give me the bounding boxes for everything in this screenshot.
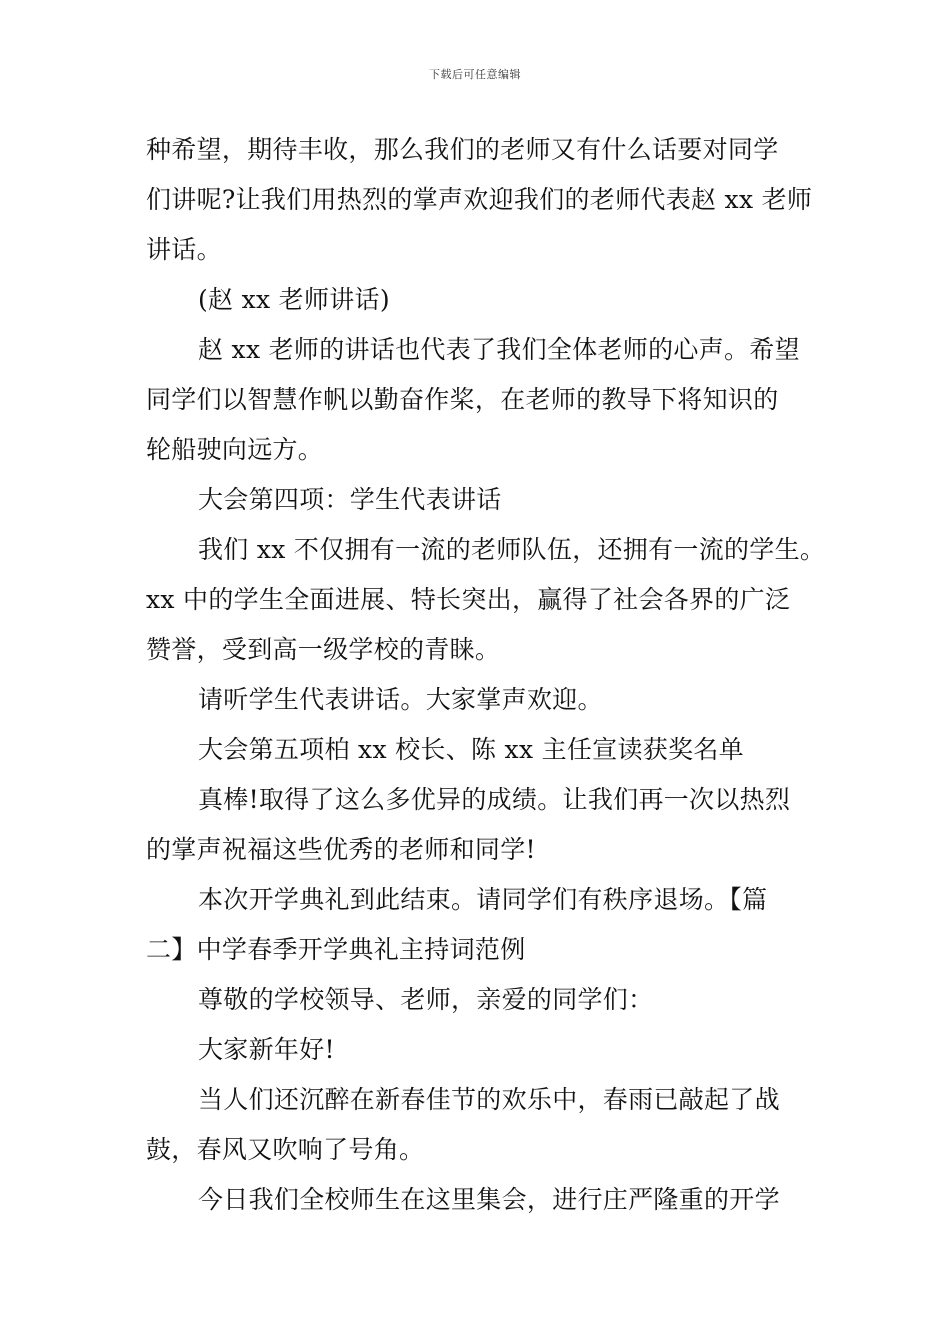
text-line-11: 赞誉，受到高一级学校的青睐。 xyxy=(146,635,501,664)
text-line-10: xx 中的学生全面进展、特长突出，赢得了社会各界的广泛 xyxy=(146,585,791,614)
text-line-7: 轮船驶向远方。 xyxy=(146,435,324,464)
text-line-18: 尊敬的学校领导、老师，亲爱的同学们： xyxy=(198,985,654,1014)
text-line-17: 二】中学春季开学典礼主持词范例 xyxy=(146,935,526,964)
text-line-21: 鼓，春风又吹响了号角。 xyxy=(146,1135,425,1164)
text-line-14: 真棒!取得了这么多优异的成绩。让我们再一次以热烈 xyxy=(198,785,791,814)
document-body xyxy=(146,125,826,1225)
text-line-12: 请听学生代表讲话。大家掌声欢迎。 xyxy=(198,685,603,714)
text-line-16: 本次开学典礼到此结束。请同学们有秩序退场。【篇 xyxy=(198,885,768,914)
text-line-22: 今日我们全校师生在这里集会，进行庄严隆重的开学 xyxy=(198,1185,780,1214)
text-line-2: 们讲呢?让我们用热烈的掌声欢迎我们的老师代表赵 xx 老师 xyxy=(146,185,813,214)
text-line-3: 讲话。 xyxy=(146,235,222,264)
text-line-13: 大会第五项柏 xx 校长、陈 xx 主任宣读获奖名单 xyxy=(198,735,744,764)
text-line-6: 同学们以智慧作帆以勤奋作桨，在老师的教导下将知识的 xyxy=(146,385,779,414)
text-line-19: 大家新年好! xyxy=(198,1035,335,1064)
text-line-9: 我们 xx 不仅拥有一流的老师队伍，还拥有一流的学生。 xyxy=(198,535,826,564)
page-header-note: 下载后可任意编辑 xyxy=(429,68,521,81)
text-line-15: 的掌声祝福这些优秀的老师和同学! xyxy=(146,835,536,864)
text-line-4: (赵 xx 老师讲话) xyxy=(198,285,390,314)
text-line-5: 赵 xx 老师的讲话也代表了我们全体老师的心声。希望 xyxy=(198,335,800,364)
text-line-1: 种希望，期待丰收，那么我们的老师又有什么话要对同学 xyxy=(146,135,779,164)
text-line-20: 当人们还沉醉在新春佳节的欢乐中，春雨已敲起了战 xyxy=(198,1085,780,1114)
text-line-8: 大会第四项：学生代表讲话 xyxy=(198,485,502,514)
